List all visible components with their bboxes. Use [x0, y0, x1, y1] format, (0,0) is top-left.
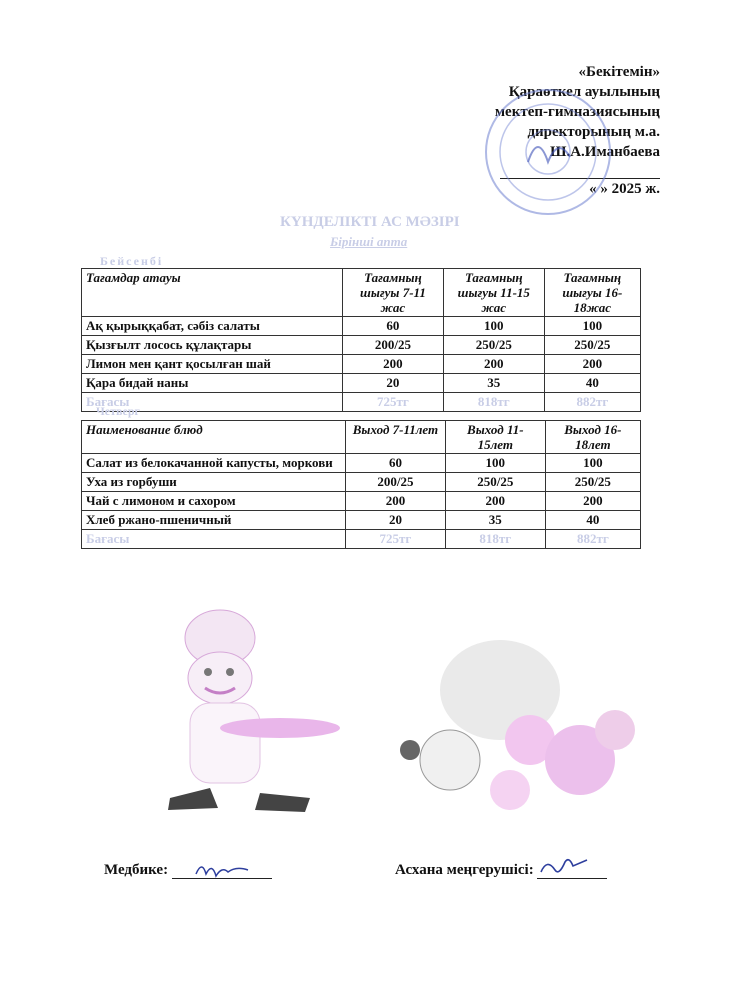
- portion-value: 250/25: [445, 473, 545, 492]
- column-header: Выход 11-15лет: [445, 421, 545, 454]
- price-label: Бағасы: [82, 393, 343, 412]
- chef-illustration: [150, 598, 350, 828]
- day-label-kz: Бейсенбі: [100, 254, 164, 268]
- column-header: Выход 16-18лет: [545, 421, 640, 454]
- portion-value: 200: [445, 492, 545, 511]
- week-label: Бірінші апта: [330, 234, 408, 249]
- column-header: Тағамдар атауы: [82, 269, 343, 317]
- dish-name: Чай с лимоном и сахором: [82, 492, 346, 511]
- portion-value: 40: [544, 374, 640, 393]
- table-row: [82, 473, 641, 492]
- column-header: Тағамның шығуы 7-11 жас: [343, 269, 444, 317]
- seal-stamp: [478, 82, 618, 222]
- portion-value: 100: [445, 454, 545, 473]
- approval-line: Қараөткел ауылының: [508, 84, 660, 100]
- approval-date: « » 2025 ж.: [500, 178, 660, 198]
- canteen-label: Асхана меңгерушісі:: [395, 862, 534, 878]
- portion-value: 20: [343, 374, 444, 393]
- approval-line: «Бекітемін»: [578, 64, 660, 80]
- fruit-illustration: [390, 630, 640, 830]
- portion-value: 35: [443, 374, 544, 393]
- price-value: 882тг: [544, 393, 640, 412]
- canteen-signature: [395, 862, 607, 879]
- table-row: [82, 374, 641, 393]
- approval-line: мектеп-гимназиясының: [494, 104, 660, 120]
- table-row: [82, 355, 641, 374]
- dish-name: Уха из горбуши: [82, 473, 346, 492]
- portion-value: 200/25: [343, 336, 444, 355]
- price-row: [82, 530, 641, 549]
- portion-value: 60: [343, 317, 444, 336]
- portion-value: 250/25: [443, 336, 544, 355]
- table-row: [82, 511, 641, 530]
- table-row: [82, 336, 641, 355]
- price-row: [82, 393, 641, 412]
- portion-value: 100: [443, 317, 544, 336]
- table-header-row: [82, 421, 641, 454]
- column-header: Тағамның шығуы 11-15 жас: [443, 269, 544, 317]
- portion-value: 35: [445, 511, 545, 530]
- price-value: 882тг: [545, 530, 640, 549]
- portion-value: 250/25: [545, 473, 640, 492]
- nurse-label: Медбике:: [104, 862, 169, 878]
- table-row: [82, 492, 641, 511]
- portion-value: 200: [343, 355, 444, 374]
- dish-name: Салат из белокачанной капусты, моркови: [82, 454, 346, 473]
- portion-value: 200/25: [346, 473, 446, 492]
- portion-value: 60: [346, 454, 446, 473]
- menu-table-kz: [81, 268, 641, 412]
- portion-value: 200: [443, 355, 544, 374]
- portion-value: 200: [545, 492, 640, 511]
- portion-value: 40: [545, 511, 640, 530]
- price-label: Бағасы: [82, 530, 346, 549]
- portion-value: 200: [544, 355, 640, 374]
- price-value: 818тг: [443, 393, 544, 412]
- price-value: 725тг: [346, 530, 446, 549]
- approval-line: Ш.А.Иманбаева: [550, 144, 660, 160]
- price-value: 725тг: [343, 393, 444, 412]
- portion-value: 20: [346, 511, 446, 530]
- day-label-ru: Четверг: [96, 404, 140, 418]
- table-row: [82, 454, 641, 473]
- signature-line: [537, 864, 607, 879]
- approval-line: директорының м.а.: [527, 124, 660, 140]
- column-header: Наименование блюд: [82, 421, 346, 454]
- nurse-signature: [104, 862, 272, 879]
- dish-name: Қызғылт лосось құлақтары: [82, 336, 343, 355]
- dish-name: Қара бидай наны: [82, 374, 343, 393]
- handwritten-signature: [194, 858, 254, 880]
- dish-name: Ақ қырыққабат, сәбіз салаты: [82, 317, 343, 336]
- signature-line: [172, 864, 272, 879]
- handwritten-signature: [537, 858, 597, 880]
- table-row: [82, 317, 641, 336]
- portion-value: 100: [545, 454, 640, 473]
- column-header: Тағамның шығуы 16-18жас: [544, 269, 640, 317]
- price-value: 818тг: [445, 530, 545, 549]
- menu-table-ru: [81, 420, 641, 549]
- table-header-row: [82, 269, 641, 317]
- dish-name: Лимон мен қант қосылған шай: [82, 355, 343, 374]
- menu-title: КҮНДЕЛІКТІ АС МӘЗІРІ: [280, 214, 460, 230]
- portion-value: 200: [346, 492, 446, 511]
- column-header: Выход 7-11лет: [346, 421, 446, 454]
- portion-value: 250/25: [544, 336, 640, 355]
- dish-name: Хлеб ржано-пшеничный: [82, 511, 346, 530]
- portion-value: 100: [544, 317, 640, 336]
